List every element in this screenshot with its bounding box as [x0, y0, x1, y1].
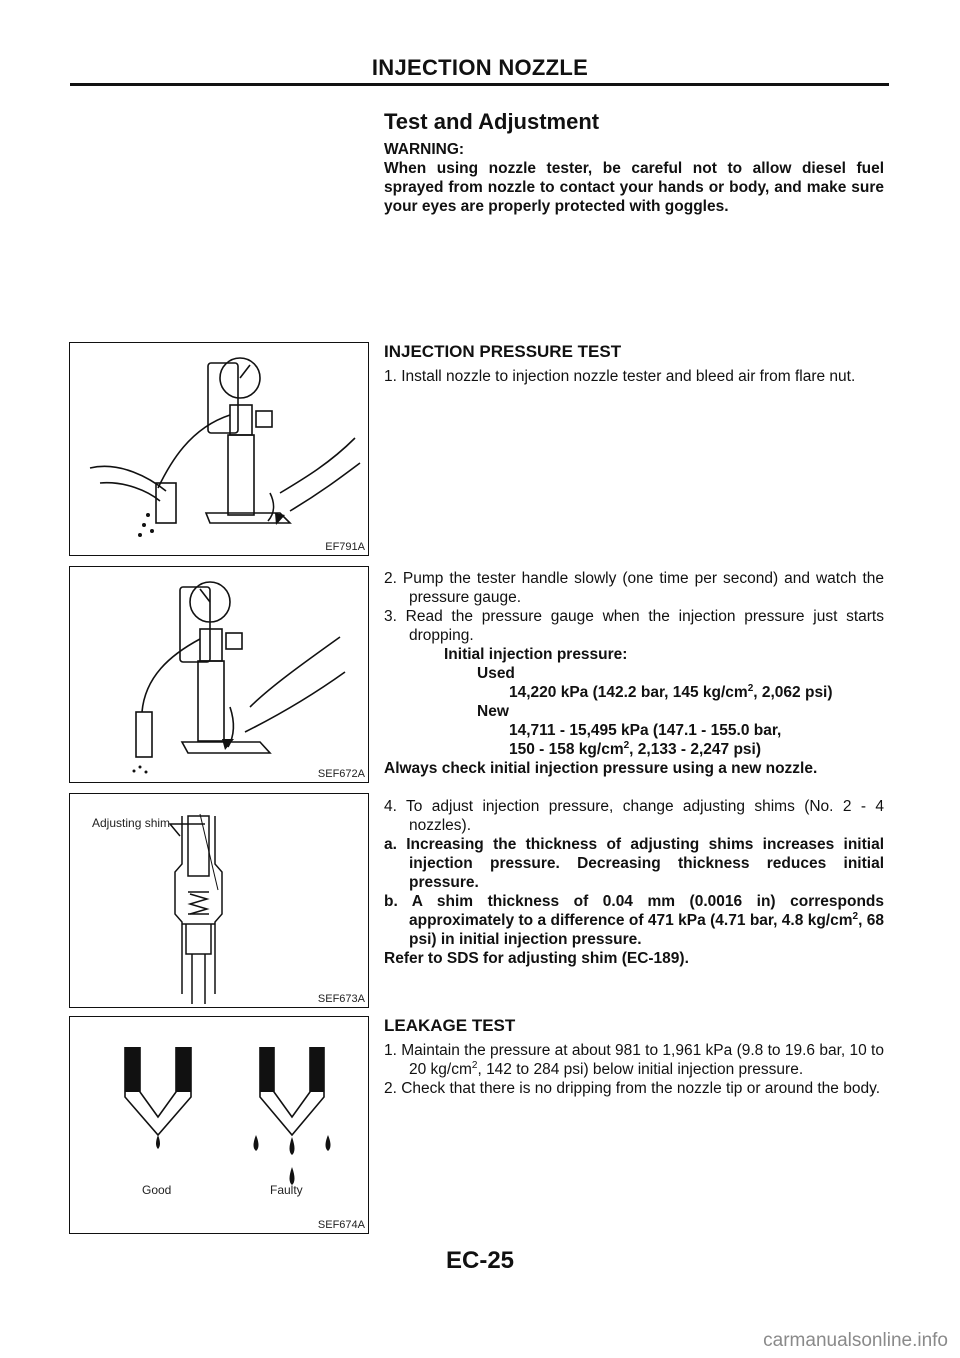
figure-code: SEF672A: [317, 768, 365, 780]
spec-label: Initial injection pressure:: [444, 646, 628, 663]
spec-new-label: New: [477, 703, 509, 720]
note-b: b. A shim thickness of 0.04 mm (0.0016 in) corresponds approximately to a difference of 471 kPa (4.71 bar, 4.8 $kg/cm^2$, 68 psi) in initial injection pressure.: [384, 893, 884, 948]
figure-code: EF791A: [325, 541, 365, 553]
spec-used-value: 14,220 kPa (142.2 bar, 145 $kg/cm^2$, 2,062 psi): [509, 682, 833, 701]
header-rule: [70, 83, 889, 86]
warning-label: WARNING:: [384, 141, 465, 158]
page-header: INJECTION NOZZLE: [371, 55, 589, 80]
figure-code: SEF674A: [317, 1219, 365, 1231]
pressure-step-1: 1. Install nozzle to injection nozzle tester and bleed air from flare nut.: [384, 368, 856, 385]
leakage-step-1: 1. Maintain the pressure at about 981 to 1,961 kPa (9.8 to 19.6 bar, 10 to 20 $kg/cm^2$, 142 to 284 psi) below initial injection pressure.: [384, 1042, 884, 1078]
pressure-step-3: 3. Read the pressure gauge when the injection pressure just starts dropping.: [384, 608, 884, 644]
leakage-test-title: LEAKAGE TEST: [384, 1016, 516, 1035]
page-number: EC-25: [445, 1247, 515, 1274]
pressure-gauge-illustration: [70, 567, 368, 782]
pressure-step-2: 2. Pump the tester handle slowly (one time per second) and watch the pressure gauge.: [384, 570, 884, 606]
leakage-test: [384, 1016, 884, 1098]
section-intro: [384, 109, 884, 216]
figure-tester-install: [69, 342, 369, 556]
section-title: Test and Adjustment: [384, 109, 600, 134]
spec-new-value-1: 14,711 - 15,495 kPa (147.1 - 155.0 bar,: [509, 722, 782, 739]
warning-text: When using nozzle tester, be careful not to allow diesel fuel sprayed from nozzle to contact your hands or body, and make sure your eyes are properly protected with goggles.: [384, 160, 884, 215]
always-check-note: Always check initial injection pressure using a new nozzle.: [384, 760, 818, 777]
note-a: a. Increasing the thickness of adjusting shims increases initial injection pressure. Decreasing thickness reduces initial pressure.: [384, 836, 884, 891]
figure-code: SEF673A: [317, 993, 365, 1005]
pressure-test-title: INJECTION PRESSURE TEST: [384, 342, 622, 361]
spec-new-value-2: 150 - 158 $kg/cm^2$, 2,133 - 2,247 psi): [509, 739, 761, 758]
refer-sds: Refer to SDS for adjusting shim (EC-189).: [384, 950, 689, 967]
leakage-step-2: 2. Check that there is no dripping from the nozzle tip or around the body.: [384, 1080, 880, 1097]
figure-pump-handle: [69, 566, 369, 783]
adjusting-shim-label: Adjusting shim: [92, 816, 171, 830]
pressure-test-steps: [384, 569, 884, 778]
figure-leakage: [69, 1016, 369, 1234]
nozzle-tester-illustration: [70, 343, 368, 555]
adjusting-steps: [384, 797, 884, 968]
good-faulty-illustration: [70, 1017, 368, 1233]
figure-adjusting-shim: [69, 793, 369, 1008]
watermark: carmanualsonline.info: [763, 1330, 948, 1351]
pressure-step-4: 4. To adjust injection pressure, change adjusting shims (No. 2 - 4 nozzles).: [384, 798, 884, 834]
good-label: Good: [142, 1183, 172, 1197]
pressure-test-intro: [384, 342, 884, 386]
faulty-label: Faulty: [270, 1183, 303, 1197]
spec-used-label: Used: [477, 665, 515, 682]
